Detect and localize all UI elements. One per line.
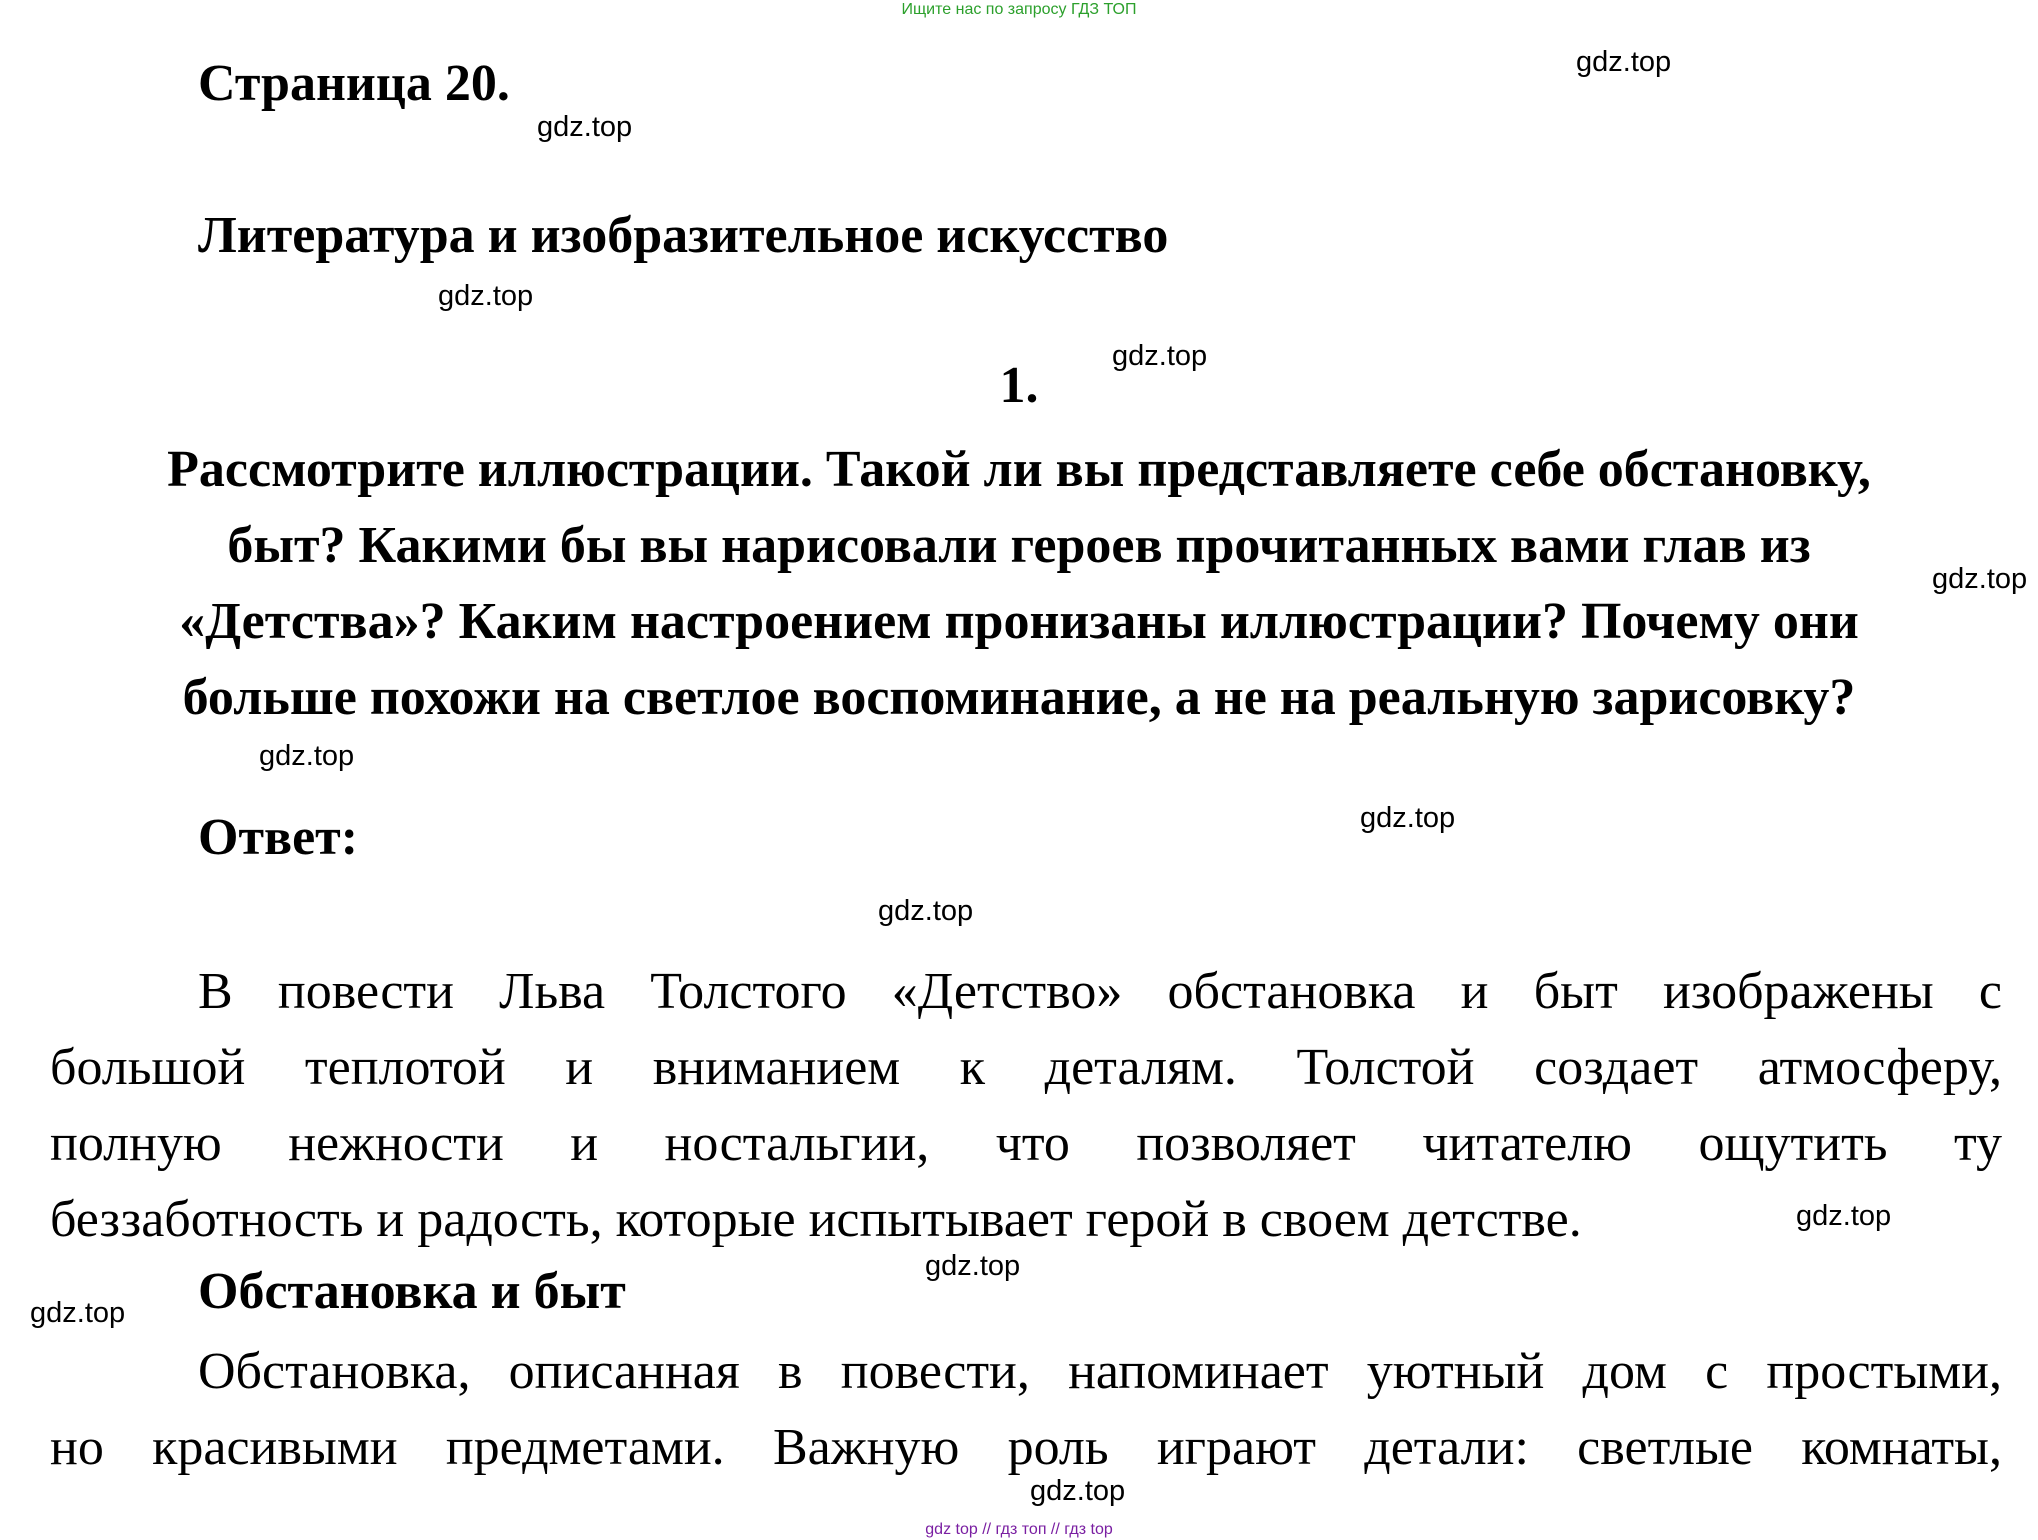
- watermark: gdz.top: [30, 1297, 126, 1329]
- watermark: gdz.top: [878, 895, 974, 927]
- answer-label: Ответ:: [198, 809, 359, 866]
- watermark: gdz.top: [1030, 1475, 1126, 1507]
- top-banner: Ищите нас по запросу ГДЗ ТОП: [901, 1, 1137, 18]
- paragraph-line: Обстановка, описанная в повести, напоминает уютный дом с простыми,: [198, 1343, 2002, 1400]
- paragraph-line: беззаботность и радость, которые испытывает герой в своем детстве.: [50, 1191, 1582, 1248]
- question-line: больше похожи на светлое воспоминание, а не на реальную зарисовку?: [182, 669, 1856, 726]
- bottom-banner: gdz top // гдз топ // гдз top: [925, 1521, 1113, 1538]
- answer-paragraph-2: [50, 1334, 2002, 1486]
- watermark: gdz.top: [259, 740, 355, 772]
- paragraph-line: большой теплотой и вниманием к деталям. Толстой создает атмосферу,: [50, 1039, 2002, 1096]
- paragraph-line: полную нежности и ностальгии, что позволяет читателю ощутить ту: [50, 1115, 2002, 1172]
- watermark: gdz.top: [1932, 563, 2028, 595]
- paragraph-line: В повести Льва Толстого «Детство» обстановка и быт изображены с: [198, 963, 2002, 1020]
- watermark: gdz.top: [1796, 1200, 1892, 1232]
- subheading: Обстановка и быт: [198, 1263, 626, 1320]
- question-line: быт? Какими бы вы нарисовали героев прочитанных вами глав из: [227, 517, 1811, 574]
- section-title: Литература и изобразительное искусство: [198, 207, 1169, 264]
- question-line: «Детства»? Каким настроением пронизаны иллюстрации? Почему они: [179, 593, 1859, 650]
- watermark: gdz.top: [1112, 340, 1208, 372]
- question-text: [55, 432, 1983, 736]
- watermark: gdz.top: [537, 111, 633, 143]
- page-title: Страница 20.: [198, 55, 510, 112]
- watermark: gdz.top: [1360, 802, 1456, 834]
- question-number: 1.: [999, 357, 1039, 414]
- watermark: gdz.top: [925, 1250, 1021, 1282]
- question-line: Рассмотрите иллюстрации. Такой ли вы представляете себе обстановку,: [167, 441, 1871, 498]
- watermark: gdz.top: [438, 280, 534, 312]
- paragraph-line: но красивыми предметами. Важную роль играют детали: светлые комнаты,: [50, 1419, 2002, 1476]
- answer-paragraph-1: [50, 954, 2002, 1258]
- watermark: gdz.top: [1576, 46, 1672, 78]
